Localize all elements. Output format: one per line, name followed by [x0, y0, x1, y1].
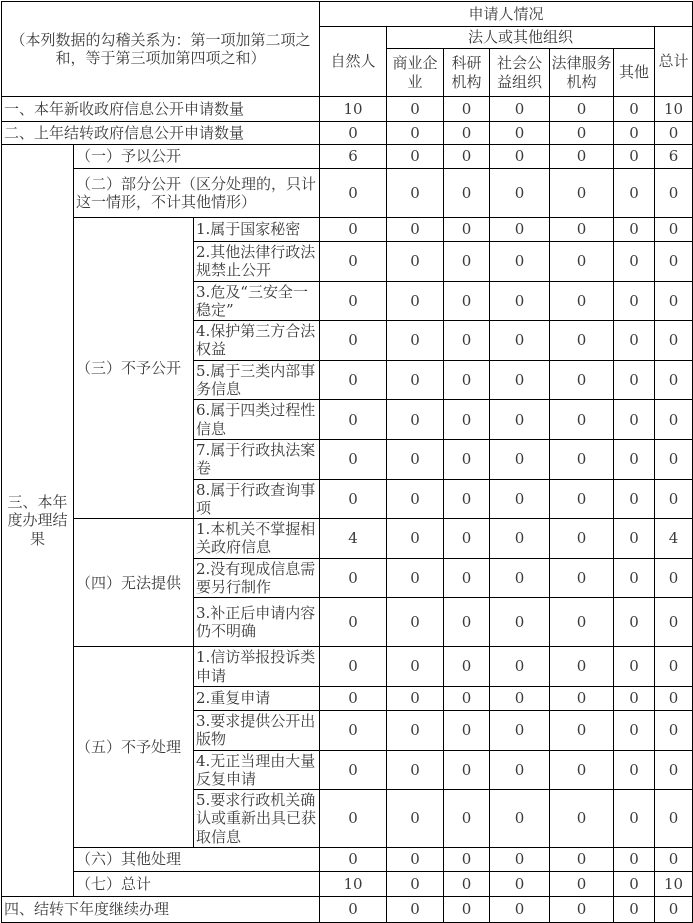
value-cell: 6 — [655, 145, 693, 169]
row-label: 3.要求提供公开出版物 — [194, 710, 320, 750]
row-label: 2.其他法律行政法规禁止公开 — [194, 242, 320, 282]
value-cell: 0 — [490, 321, 550, 361]
value-cell: 0 — [387, 122, 444, 145]
col-header-natural-person: 自然人 — [320, 27, 387, 97]
value-cell: 0 — [387, 848, 444, 872]
value-cell: 0 — [614, 479, 655, 519]
table-row — [2, 872, 693, 897]
value-cell: 0 — [444, 790, 490, 848]
value-cell: 0 — [387, 360, 444, 400]
value-cell: 0 — [550, 790, 614, 848]
row-label: 5.要求行政机关确认或重新出具已获取信息 — [194, 790, 320, 848]
value-cell: 0 — [655, 479, 693, 519]
value-cell: 0 — [550, 97, 614, 122]
table-row — [2, 519, 693, 559]
value-cell: 0 — [614, 710, 655, 750]
value-cell: 0 — [614, 790, 655, 848]
value-cell: 0 — [550, 710, 614, 750]
value-cell: 0 — [320, 218, 387, 242]
group-label-not-processed: （五）不予处理 — [74, 647, 194, 848]
value-cell: 0 — [490, 400, 550, 440]
value-cell: 0 — [320, 848, 387, 872]
value-cell: 0 — [614, 321, 655, 361]
value-cell: 0 — [614, 686, 655, 710]
value-cell: 0 — [490, 790, 550, 848]
value-cell: 0 — [387, 242, 444, 282]
value-cell: 0 — [490, 281, 550, 321]
value-cell: 0 — [490, 122, 550, 145]
value-cell: 0 — [614, 439, 655, 479]
value-cell: 0 — [550, 321, 614, 361]
value-cell: 0 — [387, 872, 444, 897]
group-label-unable-to-provide: （四）无法提供 — [74, 519, 194, 647]
value-cell: 0 — [614, 97, 655, 122]
value-cell: 0 — [655, 169, 693, 218]
value-cell: 0 — [550, 218, 614, 242]
disclosure-statistics-table — [1, 1, 693, 923]
value-cell: 0 — [320, 321, 387, 361]
value-cell: 0 — [444, 710, 490, 750]
value-cell: 0 — [387, 598, 444, 647]
value-cell: 0 — [655, 647, 693, 687]
value-cell: 0 — [614, 848, 655, 872]
value-cell: 0 — [614, 647, 655, 687]
value-cell: 0 — [320, 242, 387, 282]
row-label: 3.补正后申请内容仍不明确 — [194, 598, 320, 647]
value-cell: 0 — [655, 710, 693, 750]
value-cell: 0 — [320, 281, 387, 321]
value-cell: 0 — [490, 897, 550, 923]
value-cell: 0 — [320, 710, 387, 750]
value-cell: 0 — [655, 281, 693, 321]
value-cell: 0 — [614, 400, 655, 440]
table-row — [2, 897, 693, 923]
col-header-legal-service-org: 法律服务机构 — [550, 49, 614, 97]
col-header-applicant-group: 申请人情况 — [320, 2, 693, 27]
row-label: 6.属于四类过程性信息 — [194, 400, 320, 440]
row-label: 8.属于行政查询事项 — [194, 479, 320, 519]
value-cell: 0 — [655, 750, 693, 790]
value-cell: 0 — [387, 439, 444, 479]
value-cell: 0 — [614, 598, 655, 647]
row-label: 2.重复申请 — [194, 686, 320, 710]
value-cell: 0 — [614, 218, 655, 242]
value-cell: 0 — [655, 122, 693, 145]
section3-label: 三、本年度办理结果 — [2, 145, 74, 897]
value-cell: 0 — [444, 242, 490, 282]
value-cell: 0 — [387, 169, 444, 218]
value-cell: 0 — [490, 479, 550, 519]
value-cell: 10 — [320, 97, 387, 122]
value-cell: 0 — [550, 519, 614, 559]
col-header-public-welfare-org: 社会公益组织 — [490, 49, 550, 97]
value-cell: 0 — [490, 360, 550, 400]
value-cell: 0 — [490, 750, 550, 790]
value-cell: 6 — [320, 145, 387, 169]
value-cell: 0 — [444, 218, 490, 242]
value-cell: 0 — [444, 400, 490, 440]
value-cell: 0 — [387, 281, 444, 321]
row-label: 7.属于行政执法案卷 — [194, 439, 320, 479]
value-cell: 0 — [320, 169, 387, 218]
value-cell: 0 — [614, 360, 655, 400]
value-cell: 0 — [614, 750, 655, 790]
value-cell: 0 — [655, 848, 693, 872]
table-row — [2, 145, 693, 169]
value-cell: 10 — [320, 872, 387, 897]
value-cell: 0 — [550, 479, 614, 519]
value-cell: 0 — [614, 897, 655, 923]
value-cell: 0 — [444, 519, 490, 559]
value-cell: 0 — [550, 122, 614, 145]
value-cell: 0 — [490, 169, 550, 218]
row-label: 4.保护第三方合法权益 — [194, 321, 320, 361]
value-cell: 0 — [320, 122, 387, 145]
value-cell: 0 — [614, 281, 655, 321]
value-cell: 0 — [490, 218, 550, 242]
value-cell: 0 — [550, 360, 614, 400]
value-cell: 0 — [655, 790, 693, 848]
value-cell: 0 — [444, 122, 490, 145]
value-cell: 0 — [550, 242, 614, 282]
value-cell: 0 — [444, 750, 490, 790]
value-cell: 0 — [320, 479, 387, 519]
value-cell: 0 — [387, 321, 444, 361]
row-label: （六）其他处理 — [74, 848, 320, 872]
value-cell: 0 — [655, 242, 693, 282]
row-label: 5.属于三类内部事务信息 — [194, 360, 320, 400]
value-cell: 0 — [614, 145, 655, 169]
value-cell: 0 — [444, 169, 490, 218]
value-cell: 0 — [320, 686, 387, 710]
value-cell: 0 — [387, 558, 444, 598]
note-cell: （本列数据的勾稽关系为：第一项加第二项之和，等于第三项加第四项之和） — [2, 2, 320, 97]
value-cell: 0 — [387, 218, 444, 242]
value-cell: 0 — [490, 558, 550, 598]
value-cell: 0 — [490, 439, 550, 479]
value-cell: 0 — [614, 169, 655, 218]
value-cell: 0 — [490, 848, 550, 872]
value-cell: 0 — [614, 122, 655, 145]
value-cell: 0 — [320, 558, 387, 598]
value-cell: 0 — [550, 897, 614, 923]
value-cell: 0 — [444, 321, 490, 361]
value-cell: 0 — [387, 519, 444, 559]
value-cell: 0 — [655, 897, 693, 923]
row-label: （七）总计 — [74, 872, 320, 897]
value-cell: 0 — [444, 686, 490, 710]
table-row — [2, 848, 693, 872]
value-cell: 0 — [550, 145, 614, 169]
value-cell: 0 — [444, 360, 490, 400]
table-row — [2, 122, 693, 145]
value-cell: 4 — [320, 519, 387, 559]
col-header-legal-org-group: 法人或其他组织 — [387, 27, 655, 49]
value-cell: 0 — [550, 598, 614, 647]
value-cell: 0 — [320, 750, 387, 790]
value-cell: 0 — [444, 281, 490, 321]
value-cell: 4 — [655, 519, 693, 559]
value-cell: 0 — [655, 360, 693, 400]
value-cell: 0 — [655, 400, 693, 440]
value-cell: 0 — [444, 647, 490, 687]
value-cell: 0 — [614, 519, 655, 559]
value-cell: 0 — [444, 897, 490, 923]
value-cell: 0 — [614, 242, 655, 282]
value-cell: 0 — [490, 242, 550, 282]
value-cell: 0 — [550, 281, 614, 321]
value-cell: 0 — [490, 145, 550, 169]
value-cell: 10 — [655, 872, 693, 897]
value-cell: 0 — [387, 647, 444, 687]
value-cell: 0 — [444, 439, 490, 479]
value-cell: 0 — [320, 897, 387, 923]
value-cell: 0 — [490, 598, 550, 647]
table-row — [2, 169, 693, 218]
value-cell: 0 — [550, 647, 614, 687]
value-cell: 0 — [387, 897, 444, 923]
value-cell: 0 — [490, 872, 550, 897]
value-cell: 0 — [490, 97, 550, 122]
value-cell: 0 — [655, 686, 693, 710]
row-label: 2.没有现成信息需要另行制作 — [194, 558, 320, 598]
value-cell: 0 — [614, 872, 655, 897]
value-cell: 0 — [550, 558, 614, 598]
value-cell: 0 — [320, 647, 387, 687]
value-cell: 0 — [550, 439, 614, 479]
value-cell: 0 — [444, 598, 490, 647]
value-cell: 0 — [550, 400, 614, 440]
value-cell: 0 — [490, 519, 550, 559]
col-header-research-institution: 科研机构 — [444, 49, 490, 97]
value-cell: 0 — [444, 97, 490, 122]
value-cell: 0 — [490, 710, 550, 750]
value-cell: 0 — [387, 479, 444, 519]
row-label: 1.信访举报投诉类申请 — [194, 647, 320, 687]
value-cell: 0 — [444, 872, 490, 897]
value-cell: 0 — [444, 145, 490, 169]
value-cell: 0 — [550, 169, 614, 218]
value-cell: 0 — [320, 790, 387, 848]
value-cell: 0 — [387, 145, 444, 169]
value-cell: 0 — [655, 321, 693, 361]
value-cell: 0 — [550, 848, 614, 872]
value-cell: 0 — [550, 872, 614, 897]
value-cell: 0 — [655, 439, 693, 479]
row-label: 一、本年新收政府信息公开申请数量 — [2, 97, 320, 122]
value-cell: 0 — [444, 848, 490, 872]
value-cell: 0 — [444, 479, 490, 519]
row-label: 1.属于国家秘密 — [194, 218, 320, 242]
value-cell: 0 — [490, 686, 550, 710]
col-header-business-enterprise: 商业企业 — [387, 49, 444, 97]
value-cell: 0 — [387, 400, 444, 440]
value-cell: 0 — [550, 686, 614, 710]
value-cell: 0 — [320, 360, 387, 400]
value-cell: 0 — [387, 686, 444, 710]
value-cell: 0 — [614, 558, 655, 598]
value-cell: 0 — [655, 558, 693, 598]
value-cell: 0 — [490, 647, 550, 687]
table-row — [2, 97, 693, 122]
value-cell: 0 — [320, 439, 387, 479]
value-cell: 0 — [387, 750, 444, 790]
col-header-total: 总计 — [655, 27, 693, 97]
value-cell: 0 — [320, 598, 387, 647]
row-label: 四、结转下年度继续办理 — [2, 897, 320, 923]
value-cell: 10 — [655, 97, 693, 122]
value-cell: 0 — [444, 558, 490, 598]
value-cell: 0 — [550, 750, 614, 790]
header-row-1 — [2, 2, 693, 27]
value-cell: 0 — [387, 710, 444, 750]
row-label: 3.危及“三安全一稳定” — [194, 281, 320, 321]
value-cell: 0 — [655, 218, 693, 242]
value-cell: 0 — [320, 400, 387, 440]
col-header-other: 其他 — [614, 49, 655, 97]
value-cell: 0 — [655, 598, 693, 647]
value-cell: 0 — [387, 97, 444, 122]
row-label: 二、上年结转政府信息公开申请数量 — [2, 122, 320, 145]
group-label-no-disclosure: （三）不予公开 — [74, 218, 194, 519]
row-label: （二）部分公开（区分处理的，只计这一情形，不计其他情形） — [74, 169, 320, 218]
table-row — [2, 647, 693, 687]
row-label: 1.本机关不掌握相关政府信息 — [194, 519, 320, 559]
row-label: （一）予以公开 — [74, 145, 320, 169]
row-label: 4.无正当理由大量反复申请 — [194, 750, 320, 790]
value-cell: 0 — [387, 790, 444, 848]
table-row — [2, 218, 693, 242]
